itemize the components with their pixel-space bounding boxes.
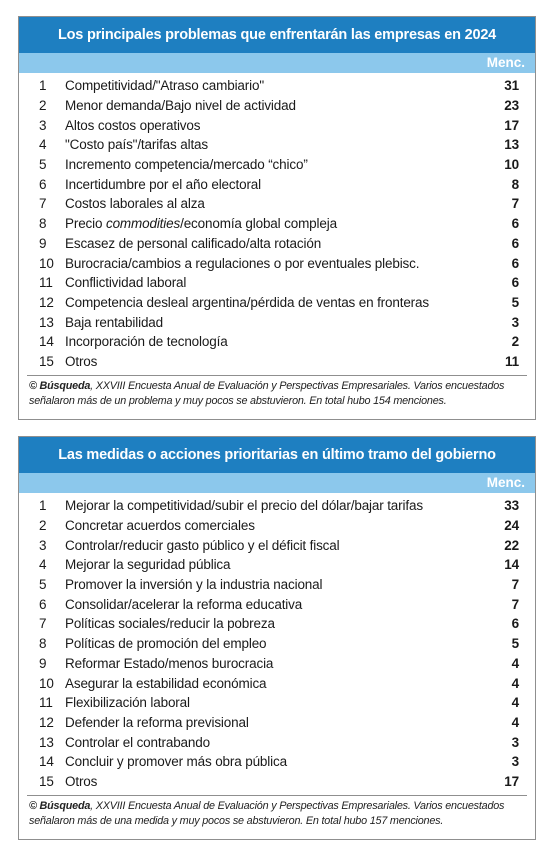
table-row: [19, 234, 535, 254]
row-mentions: 23: [504, 98, 519, 114]
table-row: [19, 293, 535, 313]
table-row: [19, 273, 535, 293]
row-rank: 11: [39, 695, 53, 711]
row-mentions: 17: [504, 117, 519, 133]
table-row: [19, 614, 535, 634]
row-rank: 15: [39, 353, 54, 369]
row-rank: 9: [39, 655, 47, 671]
row-label: Políticas sociales/reducir la pobreza: [65, 616, 275, 632]
row-label: Escasez de personal calificado/alta rotación: [65, 235, 322, 251]
row-mentions: 4: [511, 675, 519, 691]
row-mentions: 17: [504, 773, 519, 789]
problems-source-note: [19, 376, 535, 409]
row-mentions: 7: [511, 196, 519, 212]
row-label: Asegurar la estabilidad económica: [65, 675, 267, 691]
row-mentions: 6: [511, 275, 519, 291]
table-row: [19, 214, 535, 234]
row-rank: 4: [39, 137, 47, 153]
table-row: [19, 575, 535, 595]
row-rank: 7: [39, 616, 47, 632]
row-rank: 12: [39, 294, 54, 310]
row-rank: 10: [39, 255, 54, 271]
row-label: Costos laborales al alza: [65, 196, 205, 212]
row-label: Incertidumbre por el año electoral: [65, 176, 262, 192]
measures-column-header: Menc.: [19, 473, 535, 493]
measures-source-note: [19, 796, 535, 829]
table-row: [19, 332, 535, 352]
table-row: [19, 174, 535, 194]
table-row: [19, 654, 535, 674]
row-mentions: 5: [511, 636, 519, 652]
table-row: [19, 135, 535, 155]
table-row: [19, 555, 535, 575]
table-row: [19, 516, 535, 536]
table-row: [19, 732, 535, 752]
row-label-part: Precio: [65, 216, 106, 232]
row-rank: 5: [39, 577, 47, 593]
row-label: Competitividad/"Atraso cambiario": [65, 78, 264, 94]
table-row: [19, 312, 535, 332]
problems-note-source: © Búsqueda: [29, 380, 91, 393]
row-label: Controlar/reducir gasto público y el déficit fiscal: [65, 537, 340, 553]
row-label: Concluir y promover más obra pública: [65, 754, 287, 770]
row-rank: 14: [39, 754, 54, 770]
row-mentions: 5: [511, 294, 519, 310]
problems-rows: [19, 73, 535, 371]
row-mentions: 7: [511, 577, 519, 593]
row-mentions: 4: [511, 714, 519, 730]
table-row: [19, 155, 535, 175]
row-rank: 15: [39, 773, 54, 789]
row-mentions: 6: [511, 616, 519, 632]
row-rank: 14: [39, 334, 54, 350]
row-rank: 9: [39, 235, 47, 251]
table-row: [19, 96, 535, 116]
row-label: Reformar Estado/menos burocracia: [65, 655, 274, 671]
row-label-part: /economía global compleja: [180, 216, 337, 232]
row-mentions: 2: [511, 334, 519, 350]
row-label: [65, 216, 459, 231]
row-rank: 7: [39, 196, 47, 212]
row-label: Consolidar/acelerar la reforma educativa: [65, 596, 303, 612]
row-mentions: 3: [511, 754, 519, 770]
row-rank: 1: [39, 498, 47, 514]
table-row: [19, 253, 535, 273]
row-label-emphasis: commodities: [105, 216, 181, 232]
row-mentions: 24: [504, 518, 519, 534]
row-rank: 6: [39, 596, 47, 612]
row-mentions: 3: [511, 314, 519, 330]
row-mentions: 22: [504, 537, 519, 553]
row-mentions: 7: [511, 596, 519, 612]
row-label: Conflictividad laboral: [65, 275, 187, 291]
row-mentions: 13: [504, 137, 519, 153]
problems-table-title: Los principales problemas que enfrentarán las empresas en 2024: [19, 17, 535, 53]
row-label: Mejorar la competitividad/subir el precio del dólar/bajar tarifas: [65, 498, 423, 514]
row-rank: 5: [39, 157, 47, 173]
row-label: Controlar el contrabando: [65, 734, 210, 750]
row-label: Concretar acuerdos comerciales: [65, 518, 255, 534]
row-label: Competencia desleal argentina/pérdida de ventas en fronteras: [65, 294, 429, 310]
row-rank: 12: [39, 714, 54, 730]
row-mentions: 3: [511, 734, 519, 750]
row-label: Incremento competencia/mercado “chico”: [65, 157, 308, 173]
problems-column-header: Menc.: [19, 53, 535, 73]
row-mentions: 6: [511, 235, 519, 251]
row-rank: 8: [39, 216, 47, 232]
row-rank: 2: [39, 518, 47, 534]
measures-note-text: , XXVIII Encuesta Anual de Evaluación y Perspectivas Empresariales. Varios encuestados señalaron más de una medida y muy pocos se abstuvieron. En total hubo 157 menciones.: [29, 800, 505, 828]
row-label: Flexibilización laboral: [65, 695, 190, 711]
row-rank: 11: [39, 275, 53, 291]
problems-note-text: , XXVIII Encuesta Anual de Evaluación y Perspectivas Empresariales. Varios encuestados señalaron más de un problema y muy pocos se abstuvieron. En total hubo 154 menciones.: [29, 380, 505, 408]
table-row: [19, 713, 535, 733]
table-row: [19, 76, 535, 96]
row-mentions: 31: [504, 78, 519, 94]
row-rank: 3: [39, 117, 47, 133]
measures-note-source: © Búsqueda: [29, 800, 91, 813]
row-rank: 10: [39, 675, 54, 691]
row-rank: 3: [39, 537, 47, 553]
row-label: Políticas de promoción del empleo: [65, 636, 267, 652]
row-label: "Costo país"/tarifas altas: [65, 137, 208, 153]
table-row: [19, 673, 535, 693]
table-row: [19, 535, 535, 555]
row-label: Defender la reforma previsional: [65, 714, 249, 730]
row-mentions: 14: [504, 557, 519, 573]
row-rank: 13: [39, 734, 54, 750]
row-mentions: 4: [511, 695, 519, 711]
row-label: Baja rentabilidad: [65, 314, 164, 330]
row-mentions: 33: [504, 498, 519, 514]
measures-rows: [19, 493, 535, 791]
row-mentions: 11: [505, 353, 519, 369]
row-label: Promover la inversión y la industria nacional: [65, 577, 323, 593]
measures-table-title: Las medidas o acciones prioritarias en último tramo del gobierno: [19, 437, 535, 473]
table-row: [19, 496, 535, 516]
table-row: [19, 594, 535, 614]
row-mentions: 4: [511, 655, 519, 671]
table-row: [19, 634, 535, 654]
table-row: [19, 752, 535, 772]
row-label: Otros: [65, 773, 98, 789]
row-mentions: 6: [511, 216, 519, 232]
row-mentions: 8: [511, 176, 519, 192]
row-label: Burocracia/cambios a regulaciones o por eventuales plebisc.: [65, 255, 420, 271]
measures-table: [18, 436, 536, 840]
problems-table: [18, 16, 536, 420]
table-row: [19, 693, 535, 713]
row-label: Otros: [65, 353, 98, 369]
row-label: Mejorar la seguridad pública: [65, 557, 231, 573]
row-label: Menor demanda/Bajo nivel de actividad: [65, 98, 296, 114]
row-mentions: 6: [511, 255, 519, 271]
row-label: Altos costos operativos: [65, 117, 201, 133]
table-row: [19, 194, 535, 214]
row-label: Incorporación de tecnología: [65, 334, 228, 350]
row-rank: 1: [39, 78, 47, 94]
row-rank: 13: [39, 314, 54, 330]
row-rank: 2: [39, 98, 47, 114]
table-row: [19, 772, 535, 792]
row-rank: 8: [39, 636, 47, 652]
table-row: [19, 352, 535, 372]
row-mentions: 10: [504, 157, 519, 173]
table-row: [19, 115, 535, 135]
row-rank: 6: [39, 176, 47, 192]
row-rank: 4: [39, 557, 47, 573]
